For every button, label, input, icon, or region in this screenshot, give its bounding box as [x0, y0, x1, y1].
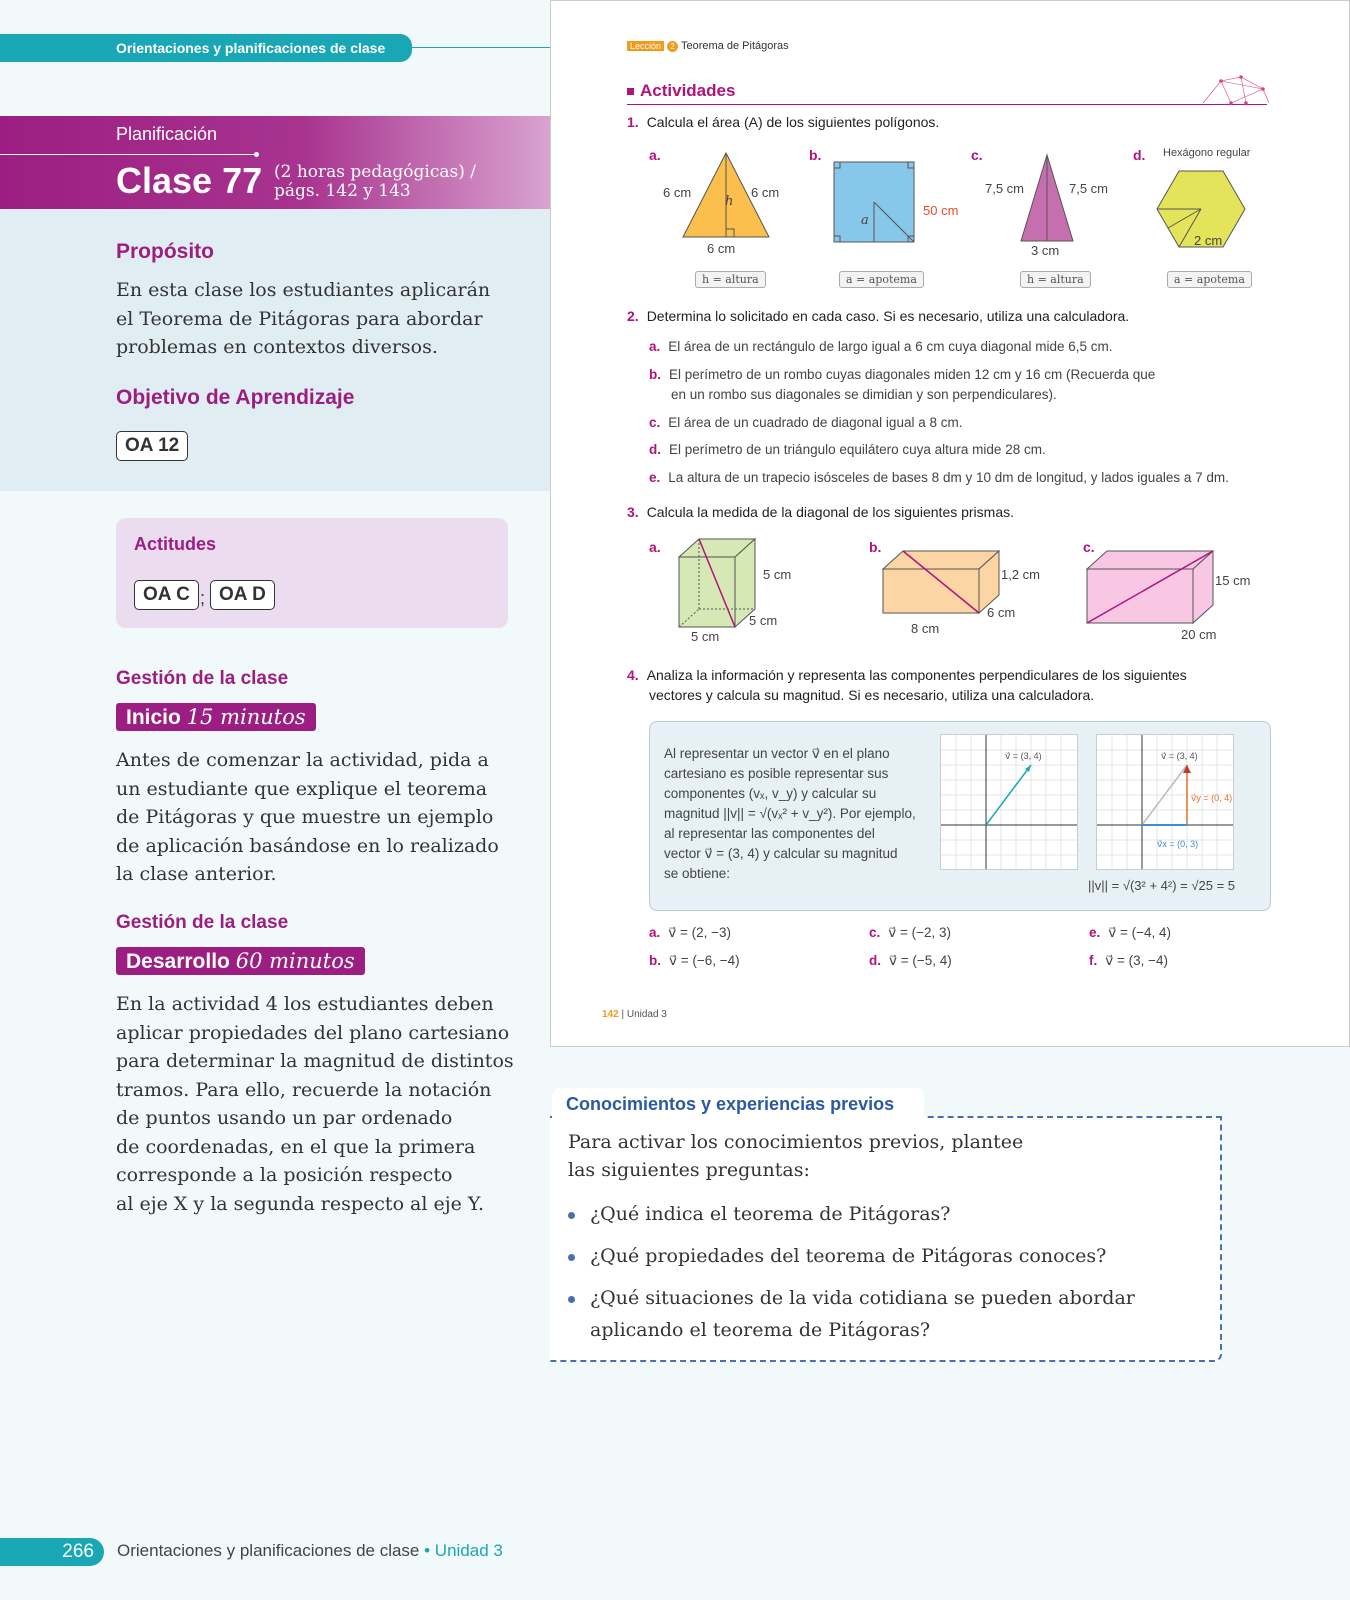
lesson-title: Teorema de Pitágoras	[681, 40, 789, 52]
dim-label: 5 cm	[763, 567, 792, 582]
dim-label: 7,5 cm	[985, 181, 1025, 196]
q3c-label: c.	[1083, 539, 1095, 555]
question-1	[627, 114, 939, 130]
hexagon-title: Hexágono regular	[1163, 147, 1251, 159]
vector-x-label: v⃗x = (0, 3)	[1157, 839, 1199, 849]
plan-rule	[0, 154, 256, 155]
lesson-header	[627, 40, 789, 52]
triangle-figure-c	[1017, 151, 1077, 245]
vector-explanation	[664, 744, 916, 884]
vector-info-box	[649, 721, 1271, 911]
q-number: 1.	[627, 114, 639, 130]
section-header-text: Orientaciones y planificaciones de clase	[116, 40, 386, 56]
q-text: vectores y calcula su magnitud. Si es necesario, utiliza una calculadora.	[649, 687, 1095, 703]
question-4	[627, 665, 1187, 705]
dim-label: 50 cm	[923, 203, 959, 218]
caption-c: h = altura	[1020, 271, 1091, 288]
badge-time: 60 minutos	[235, 949, 355, 973]
magnitude-result: ||v|| = √(3² + 4²) = √25 = 5	[1088, 878, 1236, 893]
vector-label: v⃗ = (3, 4)	[1005, 751, 1042, 761]
intro-line: Para activar los conocimientos previos, plantee	[568, 1131, 1024, 1153]
footer-text	[117, 1541, 503, 1561]
item-text: La altura de un trapecio isósceles de bases 8 dm y 10 dm de longitud, y lados iguales a 7 dm.	[668, 470, 1229, 485]
q3a-label: a.	[649, 539, 661, 555]
caption-a: h = altura	[695, 271, 766, 288]
caption-b: a = apotema	[839, 271, 924, 288]
item-text: El perímetro de un triángulo equilátero cuya altura mide 28 cm.	[669, 442, 1046, 457]
footer-dot: •	[419, 1541, 435, 1560]
actividades-rule	[627, 104, 1267, 105]
question-item: ¿Qué situaciones de la vida cotidiana se pueden abordar aplicando el teorema de Pitágoras?	[590, 1282, 1200, 1346]
dim-label: 15 cm	[1215, 573, 1251, 588]
item-letter: c.	[649, 415, 661, 430]
network-icon	[1201, 75, 1271, 105]
clase-title: Clase 77	[116, 160, 263, 201]
vector-y-label: v⃗y = (0, 4)	[1191, 793, 1233, 803]
vector-grid-1	[940, 734, 1078, 870]
actividades-title: Actividades	[627, 81, 735, 101]
height-label: h	[725, 194, 734, 209]
item-text: v⃗ = (−4, 4)	[1108, 925, 1172, 940]
gestion-line: aplicar propiedades del plano cartesiano	[116, 1021, 510, 1044]
box-line: vector v⃗ = (3, 4) y calcular su magnitud	[664, 846, 898, 861]
item-text: v⃗ = (−5, 4)	[889, 953, 952, 968]
q-number: 4.	[627, 667, 639, 683]
question-2	[627, 308, 1129, 324]
badge-label: Inicio	[126, 706, 181, 729]
gestion-line: de aplicación basándose en lo realizado	[116, 834, 499, 857]
dim-label: 8 cm	[911, 621, 940, 636]
horas-line2: págs. 142 y 143	[274, 181, 411, 201]
q2-item	[649, 440, 1046, 460]
gestion-line: para determinar la magnitud de distintos	[116, 1050, 514, 1072]
question-3	[627, 504, 1014, 520]
item-text: El perímetro de un rombo cuyas diagonales miden 12 cm y 16 cm (Recuerda que	[669, 367, 1156, 382]
gestion-line: Antes de comenzar la actividad, pida a	[116, 749, 489, 771]
gestion-line: corresponde a la posición respecto	[116, 1164, 453, 1186]
oa-separator: ;	[200, 588, 206, 608]
question-item: ¿Qué indica el teorema de Pitágoras?	[590, 1198, 1200, 1230]
q1d-label: d.	[1133, 147, 1146, 163]
item-letter: e.	[649, 470, 661, 485]
gestion-line: la clase anterior.	[116, 863, 277, 885]
q-number: 2.	[627, 308, 639, 324]
item-text: El área de un rectángulo de largo igual a 6 cm cuya diagonal mide 6,5 cm.	[668, 339, 1113, 354]
q1b-label: b.	[809, 147, 822, 163]
q4-item	[1089, 923, 1171, 943]
gestion-line: un estudiante que explique el teorema	[116, 777, 488, 800]
dim-label: 6 cm	[987, 605, 1016, 620]
item-text: El área de un cuadrado de diagonal igual a 8 cm.	[668, 415, 963, 430]
gestion-text-2	[116, 990, 514, 1218]
gestion-line: tramos. Para ello, recuerde la notación	[116, 1078, 492, 1101]
plan-header	[0, 116, 550, 209]
gestion-line: de coordenadas, en el que la primera	[116, 1135, 476, 1158]
page-unit: Unidad 3	[626, 1009, 667, 1020]
footer-page-number: 266	[0, 1538, 104, 1566]
dim-label: 2 cm	[1194, 233, 1223, 248]
gestion-text-1	[116, 746, 499, 889]
gestion-line: En la actividad 4 los estudiantes deben	[116, 993, 494, 1015]
question-list	[568, 1198, 1200, 1346]
objetivo-title: Objetivo de Aprendizaje	[116, 386, 355, 409]
q2-item	[649, 468, 1229, 488]
box-line: magnitud ||v|| = √(vₓ² + v_y²). Por ejemplo,	[664, 806, 916, 821]
question-item: ¿Qué propiedades del teorema de Pitágoras conoces?	[590, 1240, 1200, 1272]
dim-label: 6 cm	[751, 185, 780, 200]
section-header-bar	[0, 34, 412, 62]
gestion-line: de puntos usando un par ordenado	[116, 1107, 453, 1129]
vector-grid-2	[1096, 734, 1234, 870]
dim-label: 1,2 cm	[1001, 567, 1041, 582]
intro-line: las siguientes preguntas:	[568, 1159, 810, 1181]
oa-d-badge: OA D	[210, 580, 275, 610]
proposito-text	[116, 276, 490, 362]
desarrollo-badge	[116, 947, 365, 975]
inicio-badge	[116, 703, 316, 731]
footer-unit: Unidad 3	[434, 1541, 503, 1560]
actitudes-title: Actitudes	[134, 534, 217, 554]
page-footer: 142 | Unidad 3	[602, 1009, 667, 1020]
item-letter: f.	[1089, 953, 1098, 968]
box-line: componentes (vₓ, v_y) y calcular su	[664, 786, 877, 801]
box-line: se obtiene:	[664, 866, 731, 881]
q-text: Calcula la medida de la diagonal de los siguientes prismas.	[646, 504, 1015, 520]
badge-time: 15 minutos	[186, 705, 306, 729]
textbook-page	[550, 0, 1350, 1047]
q-text: Calcula el área (A) de los siguientes polígonos.	[646, 114, 940, 130]
box-line: Al representar un vector v⃗ en el plano	[664, 746, 890, 761]
lesson-number: 2	[667, 41, 678, 52]
item-text: en un rombo sus diagonales se dimidian y son perpendiculares).	[671, 387, 1057, 402]
dim-label: 5 cm	[749, 613, 778, 628]
item-text: v⃗ = (−6, −4)	[669, 953, 740, 968]
box-line: al representar las componentes del	[664, 826, 875, 841]
dim-label: 6 cm	[707, 241, 736, 256]
gestion-title-2: Gestión de la clase	[116, 912, 289, 933]
vector-label: v⃗ = (3, 4)	[1161, 751, 1198, 761]
gestion-line: de Pitágoras y que muestre un ejemplo	[116, 806, 494, 828]
oa-badge: OA 12	[116, 431, 188, 461]
gestion-title-1: Gestión de la clase	[116, 668, 289, 689]
item-letter: a.	[649, 339, 661, 354]
item-letter: e.	[1089, 925, 1101, 940]
proposito-line: el Teorema de Pitágoras para abordar	[116, 307, 483, 330]
q2-item	[649, 413, 962, 433]
q1a-label: a.	[649, 147, 661, 163]
item-letter: d.	[649, 442, 661, 457]
actitudes-box	[116, 518, 508, 628]
q4-item	[869, 951, 952, 971]
item-letter: a.	[649, 925, 661, 940]
q4-item	[649, 951, 740, 971]
q3b-label: b.	[869, 539, 882, 555]
dim-label: 20 cm	[1181, 627, 1217, 642]
prism-figure-b	[881, 549, 1001, 615]
plan-label: Planificación	[116, 124, 218, 144]
q4-item	[869, 923, 951, 943]
q-text: Analiza la información y representa las componentes perpendiculares de los siguientes	[646, 667, 1187, 683]
proposito-line: problemas en contextos diversos.	[116, 336, 438, 358]
apotema-label: a	[861, 213, 869, 228]
dim-label: 7,5 cm	[1069, 181, 1109, 196]
q-number: 3.	[627, 504, 639, 520]
item-letter: b.	[649, 953, 661, 968]
q-text: Determina lo solicitado en cada caso. Si es necesario, utiliza una calculadora.	[646, 308, 1130, 324]
dim-label: 5 cm	[691, 629, 720, 644]
caption-d: a = apotema	[1167, 271, 1252, 288]
square-figure-b	[831, 159, 917, 245]
proposito-line: En esta clase los estudiantes aplicarán	[116, 279, 491, 301]
lesson-tag: Lección	[627, 41, 664, 51]
badge-label: Desarrollo	[126, 950, 230, 973]
conocimientos-content	[568, 1128, 1200, 1356]
item-letter: d.	[869, 953, 881, 968]
box-line: cartesiano es posible representar sus	[664, 766, 889, 781]
prism-figure-c	[1085, 549, 1215, 625]
header-rule	[412, 47, 552, 48]
oa-c-badge: OA C	[134, 580, 199, 610]
conocimientos-title: Conocimientos y experiencias previos	[552, 1088, 924, 1120]
horas-line1: (2 horas pedagógicas) /	[274, 162, 476, 182]
item-letter: b.	[649, 367, 661, 382]
page-number: 142	[602, 1009, 619, 1020]
item-text: v⃗ = (2, −3)	[668, 925, 732, 940]
footer-title: Orientaciones y planificaciones de clase	[117, 1541, 420, 1560]
proposito-title: Propósito	[116, 240, 214, 263]
dim-label: 3 cm	[1031, 243, 1060, 258]
gestion-line: al eje X y la segunda respecto al eje Y.	[116, 1192, 485, 1215]
q2-item	[649, 365, 1155, 405]
dim-label: 6 cm	[663, 185, 692, 200]
q4-item	[649, 923, 731, 943]
conocimientos-box	[550, 1116, 1222, 1362]
q4-item	[1089, 951, 1168, 971]
prism-figure-a	[677, 537, 757, 629]
item-text: v⃗ = (−2, 3)	[888, 925, 952, 940]
item-letter: c.	[869, 925, 881, 940]
q2-item	[649, 337, 1113, 357]
q1c-label: c.	[971, 147, 983, 163]
clase-horas	[274, 163, 476, 201]
item-text: v⃗ = (3, −4)	[1105, 953, 1169, 968]
